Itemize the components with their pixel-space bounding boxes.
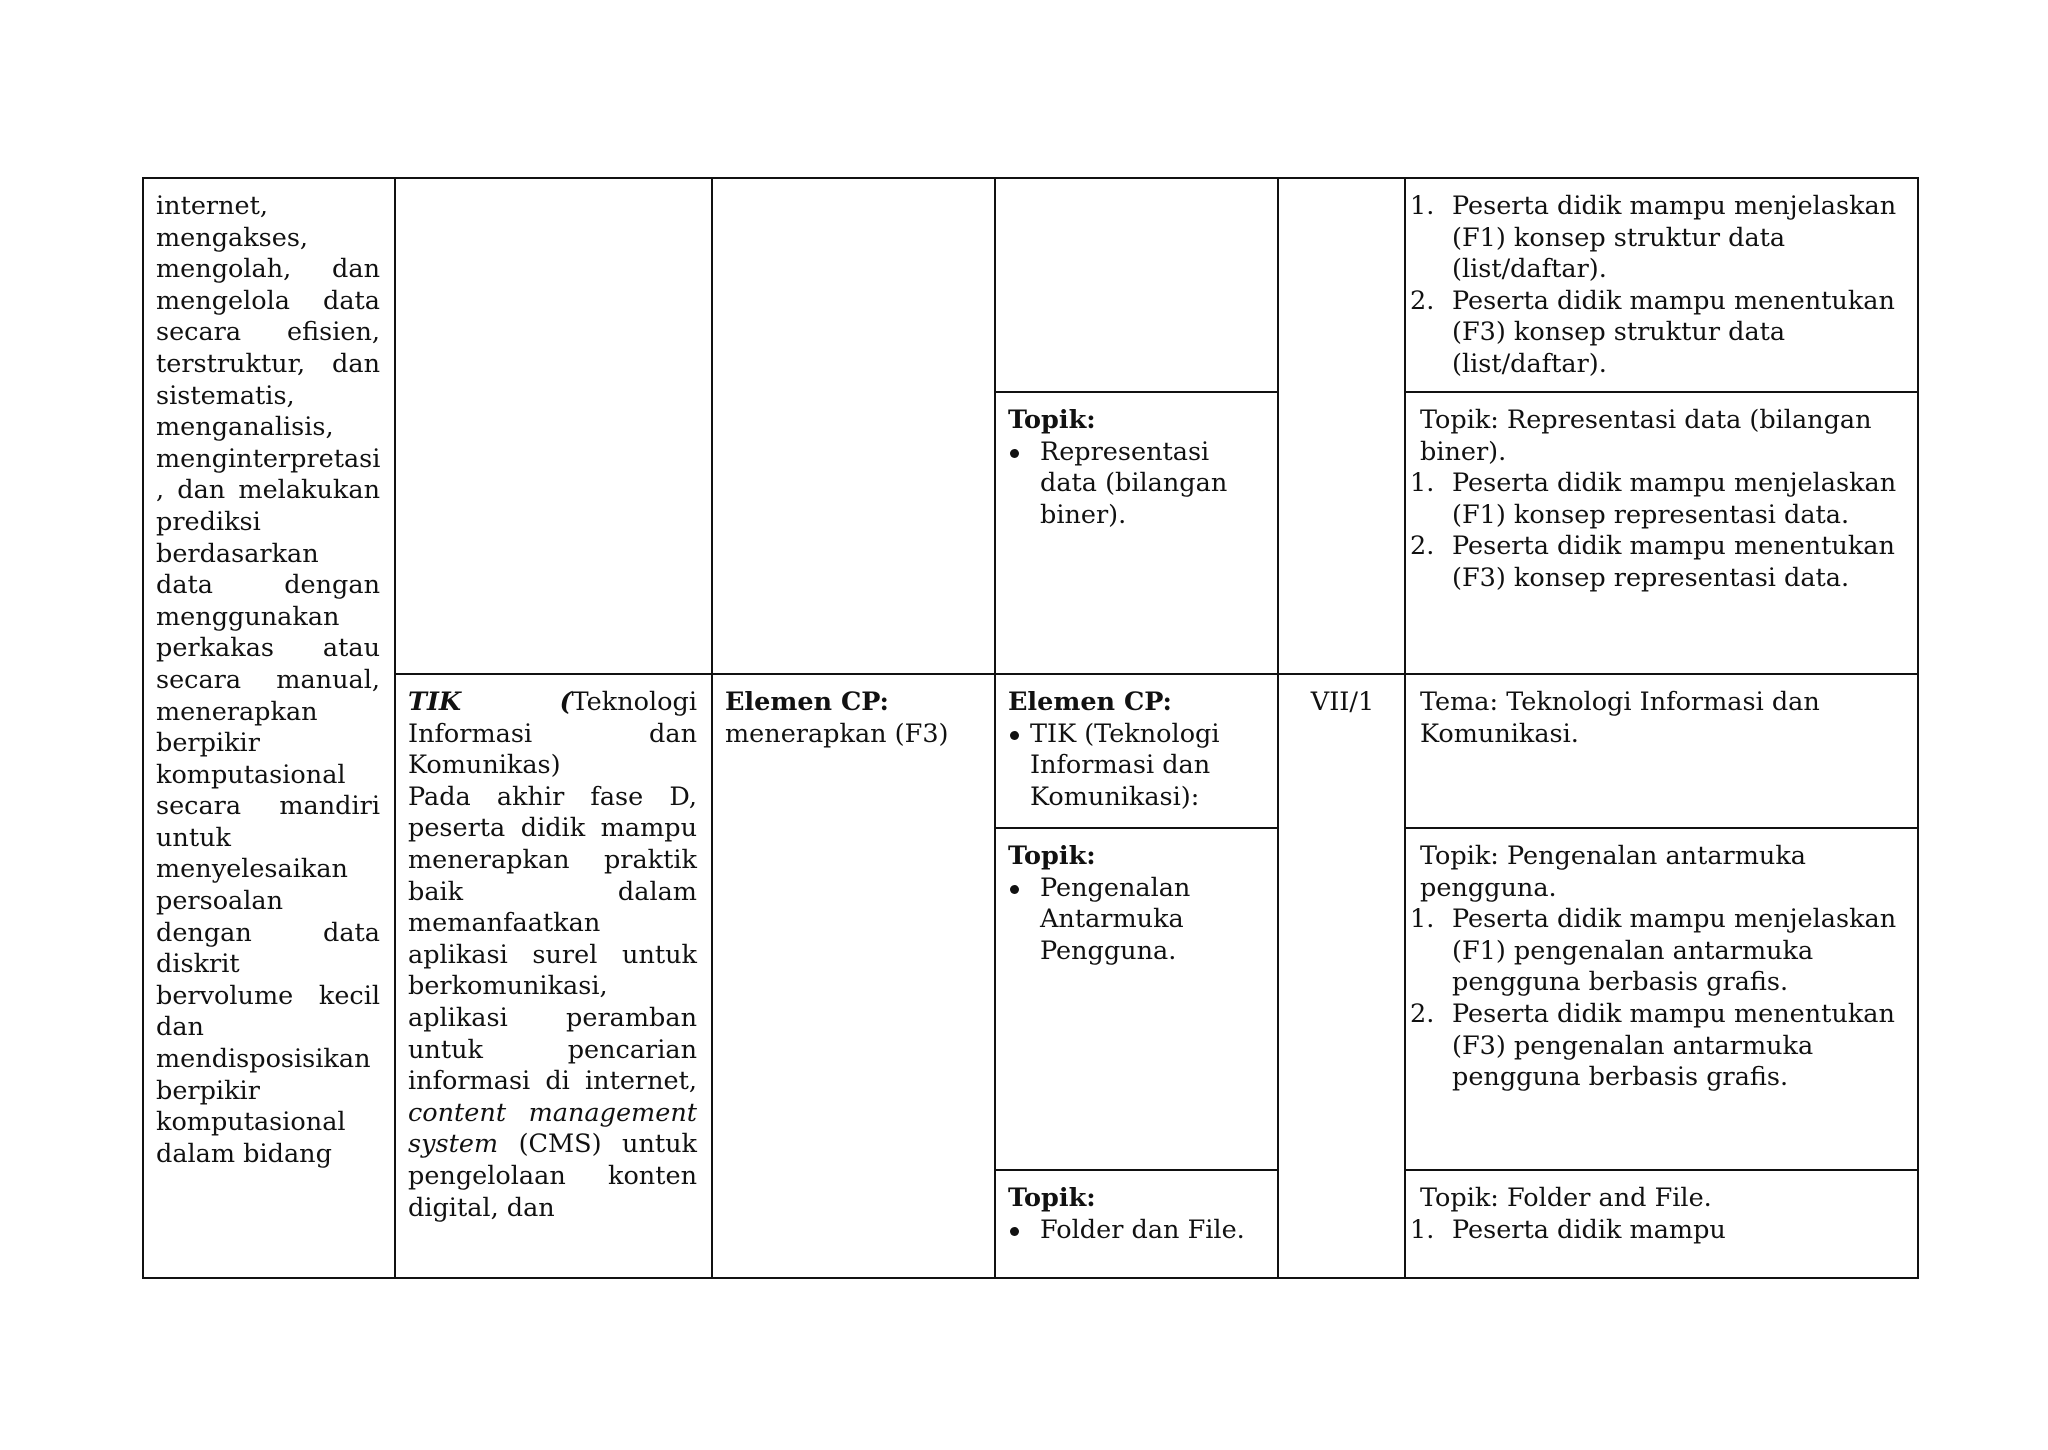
empty-cell: [712, 178, 995, 674]
elemen-label: Elemen CP:: [1008, 687, 1172, 717]
objectives-list: [1410, 1215, 1907, 1247]
class-semester-text: VII/1: [1310, 687, 1375, 717]
list-item: 2. Peserta didik mampu menentukan (F3) konsep struktur data (list/daftar).: [1410, 285, 1895, 379]
list-item: 1. Peserta didik mampu menjelaskan (F1) pengenalan antarmuka pengguna berbasis grafis.: [1410, 904, 1897, 998]
objectives-intro: Topik: Representasi data (bilangan biner).: [1420, 405, 1872, 467]
topic-list: [1008, 873, 1267, 968]
objectives-intro: Topik: Pengenalan antarmuka pengguna.: [1420, 841, 1806, 903]
topic-cell: [995, 828, 1278, 1170]
objectives-cell: [1405, 392, 1918, 674]
topic-list: [1008, 1215, 1267, 1247]
objectives-intro: Topik: Folder and File.: [1420, 1183, 1712, 1213]
tik-label: TIK: [408, 687, 462, 717]
objectives-list: [1410, 904, 1907, 1094]
table-row: [143, 178, 1918, 392]
list-item: 2. Peserta didik mampu menentukan (F3) konsep representasi data.: [1410, 531, 1895, 593]
topic-cell: [995, 1170, 1278, 1278]
list-item: Folder dan File.: [1008, 1215, 1267, 1247]
elemen-list: [1008, 719, 1267, 814]
list-item: Representasi data (bilangan biner).: [1008, 437, 1267, 532]
elemen-cp-cell: [712, 674, 995, 1278]
objectives-cell: [1405, 178, 1918, 392]
objectives-list: [1410, 468, 1907, 594]
elemen-text: menerapkan (F3): [725, 718, 949, 749]
empty-cell: [395, 178, 712, 674]
objectives-list: [1410, 191, 1907, 381]
curriculum-table: [142, 177, 1919, 1279]
elemen-cp-cell: [995, 674, 1278, 828]
list-item: Pengenalan Antarmuka Pengguna.: [1008, 873, 1267, 968]
bullet-icon: [1010, 449, 1019, 458]
topic-label: Topik:: [1008, 841, 1096, 871]
theme-text: Tema: Teknologi Informasi dan Komunikasi.: [1420, 687, 1820, 749]
elemen-label: Elemen CP:: [725, 687, 889, 717]
objectives-cell: [1405, 828, 1918, 1170]
learning-outcome-text: internet, mengakses, mengolah, dan mengelola data secara efisien, terstruktur, dan sistematis, menganalisis, menginterpretasi , dan melakukan prediksi berdasarkan data dengan menggunakan perkakas atau secara manual, menerapkan berpikir komputasional secara mandiri untuk menyelesaikan persoalan dengan data diskrit bervolume kecil dan mendisposisikan berpikir komputasional dalam bidang: [156, 191, 381, 1169]
list-item: 1. Peserta didik mampu: [1410, 1214, 1726, 1245]
cp-description-text: Pada akhir fase D, peserta didik mampu menerapkan praktik baik dalam memanfaatkan aplikasi surel untuk berkomunikasi, aplikasi peramban untuk pencarian informasi di internet, content management system (CMS) untuk pengelolaan konten digital, dan: [408, 781, 697, 1223]
list-item: 1. Peserta didik mampu menjelaskan (F1) konsep representasi data.: [1410, 468, 1897, 530]
table-row: [143, 674, 1918, 828]
topic-list: [1008, 437, 1267, 532]
learning-outcome-cell: [143, 178, 395, 1278]
empty-cell: [995, 178, 1278, 392]
list-item: 1. Peserta didik mampu menjelaskan (F1) konsep struktur data (list/daftar).: [1410, 191, 1897, 285]
theme-cell: [1405, 674, 1918, 828]
cp-description-cell: TIK (Teknologi Informasi dan Komunikas) Pada akhir fase D, peserta didik mampu menerapkan praktik baik dalam memanfaatkan aplikasi surel untuk berkomunikasi, aplikasi peramban untuk pencarian informasi di internet, content management system (CMS) untuk pengelolaan konten digital, dan: [395, 674, 712, 1278]
topic-cell: [995, 392, 1278, 674]
objectives-cell: [1405, 1170, 1918, 1278]
list-item: 2. Peserta didik mampu menentukan (F3) pengenalan antarmuka pengguna berbasis grafis.: [1410, 998, 1895, 1093]
topic-label: Topik:: [1008, 1183, 1096, 1213]
bullet-icon: [1010, 885, 1019, 894]
class-semester-cell: [1278, 674, 1405, 1278]
bullet-icon: [1010, 1227, 1019, 1236]
list-item: TIK (Teknologi Informasi dan Komunikasi):: [1008, 719, 1267, 814]
bullet-icon: [1010, 731, 1019, 740]
empty-cell: [1278, 178, 1405, 674]
topic-label: Topik:: [1008, 405, 1096, 435]
